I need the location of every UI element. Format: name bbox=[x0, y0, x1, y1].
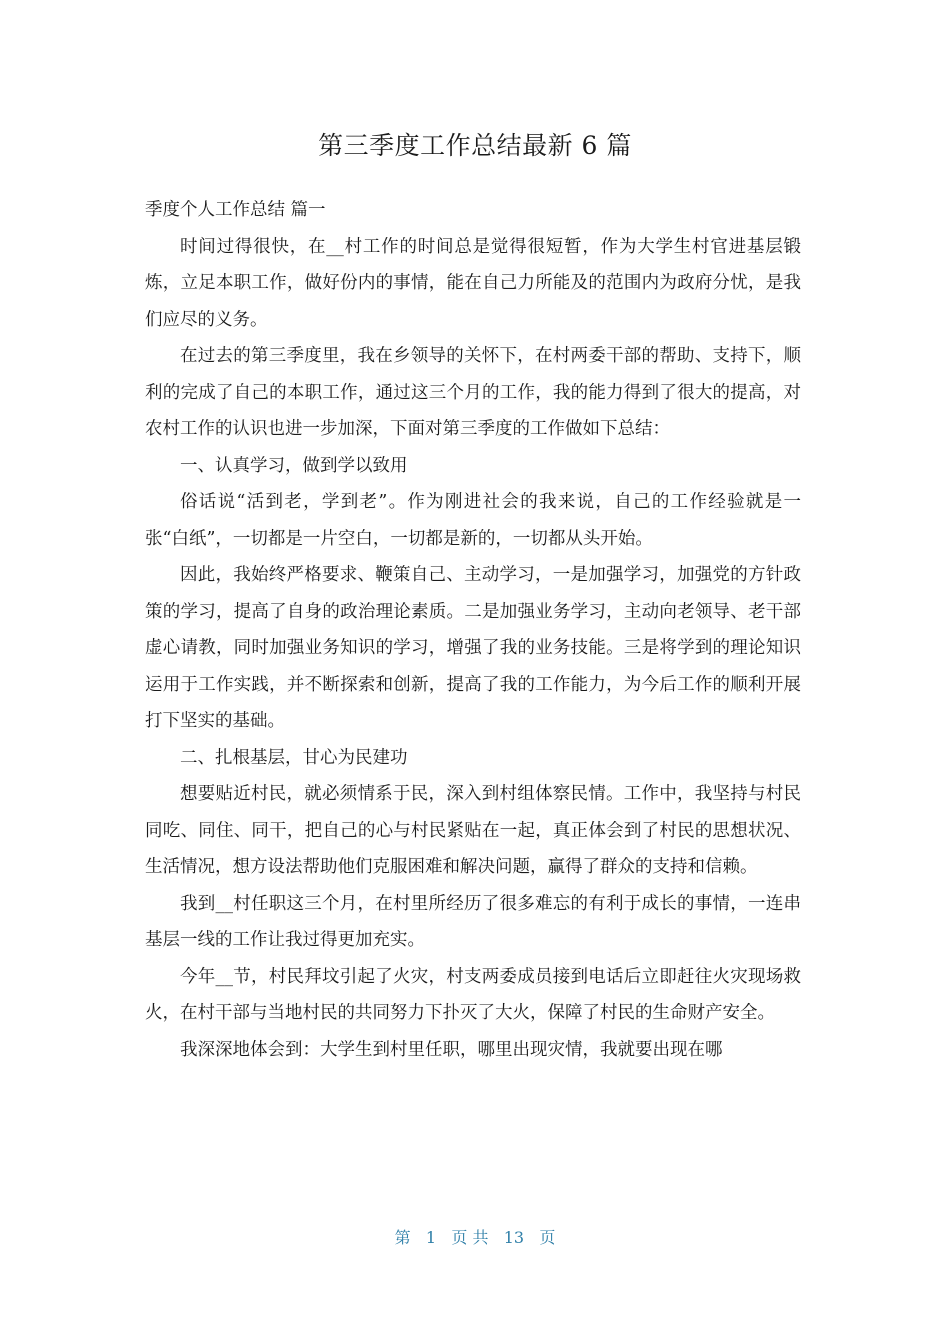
paragraph-7: 今年__节，村民拜坟引起了火灾，村支两委成员接到电话后立即赶往火灾现场救火，在村干部与当地村民的共同努力下扑灭了大火，保障了村民的生命财产安全。 bbox=[145, 966, 801, 1023]
subheading-2: 二、扎根基层，甘心为民建功 bbox=[180, 747, 408, 768]
document-body bbox=[145, 192, 801, 1068]
paragraph-3: 俗话说“活到老，学到老”。作为刚进社会的我来说，自己的工作经验就是一张“白纸”，一切都是一片空白，一切都是新的，一切都从头开始。 bbox=[145, 492, 801, 549]
section-heading: 季度个人工作总结 篇一 bbox=[145, 200, 326, 220]
paragraph-2: 在过去的第三季度里，我在乡领导的关怀下，在村两委干部的帮助、支持下，顺利的完成了自己的本职工作，通过这三个月的工作，我的能力得到了很大的提高，对农村工作的认识也进一步加深，下面对第三季度的工作做如下总结： bbox=[145, 346, 801, 439]
paragraph-5: 想要贴近村民，就必须情系于民，深入到村组体察民情。工作中，我坚持与村民同吃、同住、同干，把自己的心与村民紧贴在一起，真正体会到了村民的思想状况、生活情况，想方设法帮助他们克服困难和解决问题，赢得了群众的支持和信赖。 bbox=[145, 784, 801, 877]
paragraph-8: 我深深地体会到：大学生到村里任职，哪里出现灾情，我就要出现在哪 bbox=[180, 1039, 723, 1060]
page-number-footer: 第 1 页 共 13 页 bbox=[394, 1228, 556, 1247]
paragraph-1: 时间过得很快，在__村工作的时间总是觉得很短暂，作为大学生村官进基层锻炼，立足本职工作，做好份内的事情，能在自己力所能及的范围内为政府分忧，是我们应尽的义务。 bbox=[145, 236, 801, 330]
document-title: 第三季度工作总结最新 6 篇 bbox=[318, 131, 632, 160]
paragraph-4: 因此，我始终严格要求、鞭策自己、主动学习，一是加强学习，加强党的方针政策的学习，提高了自身的政治理论素质。二是加强业务学习，主动向老领导、老干部虚心请教，同时加强业务知识的学习，增强了我的业务技能。三是将学到的理论知识运用于工作实践，并不断探索和创新，提高了我的工作能力，为今后工作的顺利开展打下坚实的基础。 bbox=[145, 565, 801, 731]
subheading-1: 一、认真学习，做到学以致用 bbox=[180, 455, 408, 476]
paragraph-6: 我到__村任职这三个月，在村里所经历了很多难忘的有利于成长的事情，一连串基层一线的工作让我过得更加充实。 bbox=[145, 893, 801, 950]
